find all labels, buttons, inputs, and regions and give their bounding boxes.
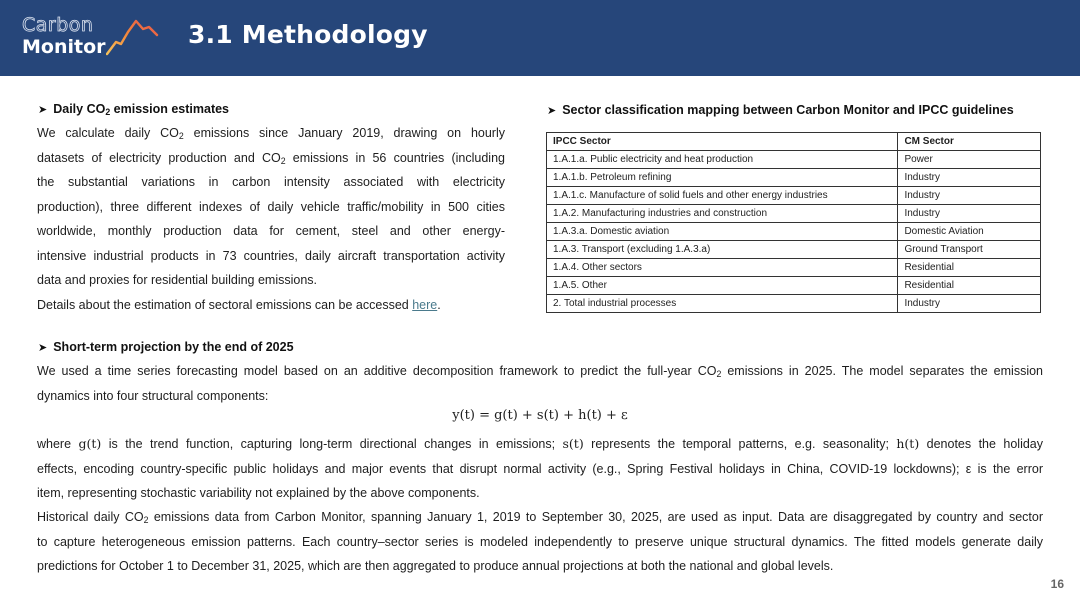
text-line: effects, encoding country-specific public holidays and major events that disrupt normal activity (e.g., Spring Festival holidays in China, COVID-19 lockdowns); ε is the error [37, 461, 1043, 476]
details-line: Details about the estimation of sectoral emissions can be accessed here. [37, 297, 441, 312]
cm-sector-cell: Residential [898, 277, 1041, 295]
projection-intro-paragraph [37, 359, 1043, 408]
arrow-right-icon: ➤ [547, 105, 557, 117]
ipcc-sector-cell: 1.A.4. Other sectors [547, 259, 898, 277]
page-number: 16 [1050, 577, 1064, 591]
sector-mapping-heading: ➤ Sector classification mapping between Carbon Monitor and IPCC guidelines [547, 103, 1014, 117]
table-row [547, 205, 1041, 223]
cm-sector-cell: Industry [898, 169, 1041, 187]
arrow-right-icon: ➤ [38, 342, 48, 354]
logo-text-carbon: Carbon [22, 14, 94, 36]
text-line: the substantial variations in carbon intensity associated with electricity [37, 175, 505, 189]
text-line: intensive industrial products in 73 countries, daily aircraft transportation activity [37, 248, 505, 263]
projection-historical-paragraph [37, 505, 1043, 579]
daily-emission-paragraph [37, 121, 505, 317]
logo-text-monitor: Monitor [22, 36, 106, 58]
text-line: dynamics into four structural components: [37, 388, 269, 403]
arrow-right-icon: ➤ [38, 104, 48, 116]
text-line: predictions for October 1 to December 31, 2025, which are then aggregated to produce annual projections at both the national and global levels. [37, 559, 834, 573]
text-line: datasets of electricity production and $CO_2$ emissions in 56 countries (including [37, 150, 505, 166]
cm-sector-cell: Ground Transport [898, 241, 1041, 259]
table-row [547, 187, 1041, 205]
column-header-cm-sector: CM Sector [898, 133, 1041, 151]
text-line: item, representing stochastic variability not explained by the above components. [37, 486, 480, 500]
sector-mapping-table [546, 132, 1041, 313]
sparkline-icon [106, 16, 162, 56]
text-line: to capture heterogeneous emission patterns. Each country–sector series is modeled independently to preserve unique structural dynamics. The fitted models generate daily [37, 534, 1043, 549]
carbon-monitor-logo [22, 14, 162, 60]
details-here-link[interactable]: here [412, 297, 438, 312]
column-header-ipcc-sector: IPCC Sector [547, 133, 898, 151]
page-title: 3.1 Methodology [188, 20, 428, 49]
ipcc-sector-cell: 1.A.5. Other [547, 277, 898, 295]
cm-sector-cell: Power [898, 151, 1041, 169]
decomposition-equation: y(t) = g(t) + s(t) + h(t) + ε [452, 408, 628, 423]
table-row [547, 277, 1041, 295]
text-line: where g(t) is the trend function, capturing long-term directional changes in emissions; s(t) represents the temporal patterns, e.g. seasonality; h(t) denotes the holiday [37, 436, 1043, 451]
text-line: We calculate daily $CO_2$ emissions since January 2019, drawing on hourly [37, 126, 505, 142]
projection-where-paragraph [37, 432, 1043, 506]
daily-emission-heading: ➤ Daily $CO_2$ emission estimates [38, 102, 230, 118]
ipcc-sector-cell: 1.A.2. Manufacturing industries and construction [547, 205, 898, 223]
cm-sector-cell: Domestic Aviation [898, 223, 1041, 241]
projection-heading: ➤ Short-term projection by the end of 2025 [38, 340, 294, 354]
table-row [547, 241, 1041, 259]
table-row [547, 259, 1041, 277]
table-row [547, 169, 1041, 187]
table-row [547, 295, 1041, 313]
text-line: Historical daily $CO_2$ emissions data from Carbon Monitor, spanning January 1, 2019 to September 30, 2025, are used as input. Data are disaggregated by country and sector [37, 510, 1043, 526]
cm-sector-cell: Residential [898, 259, 1041, 277]
table-row [547, 151, 1041, 169]
ipcc-sector-cell: 1.A.1.c. Manufacture of solid fuels and other energy industries [547, 187, 898, 205]
ipcc-sector-cell: 1.A.1.a. Public electricity and heat production [547, 151, 898, 169]
cm-sector-cell: Industry [898, 187, 1041, 205]
cm-sector-cell: Industry [898, 205, 1041, 223]
text-line: data and proxies for residential building emissions. [37, 273, 318, 287]
table-row [547, 223, 1041, 241]
ipcc-sector-cell: 1.A.1.b. Petroleum refining [547, 169, 898, 187]
ipcc-sector-cell: 1.A.3. Transport (excluding 1.A.3.a) [547, 241, 898, 259]
cm-sector-cell: Industry [898, 295, 1041, 313]
text-line: worldwide, monthly production data for cement, steel and other energy- [37, 224, 505, 238]
ipcc-sector-cell: 1.A.3.a. Domestic aviation [547, 223, 898, 241]
text-line: production), three different indexes of daily vehicle traffic/mobility in 500 cities [37, 199, 505, 214]
header-bar [0, 0, 1080, 76]
ipcc-sector-cell: 2. Total industrial processes [547, 295, 898, 313]
table-header-row [547, 133, 1041, 151]
text-line: We used a time series forecasting model based on an additive decomposition framework to predict the full-year $CO_2$ emissions in 2025. The model separates the emission [37, 364, 1043, 380]
